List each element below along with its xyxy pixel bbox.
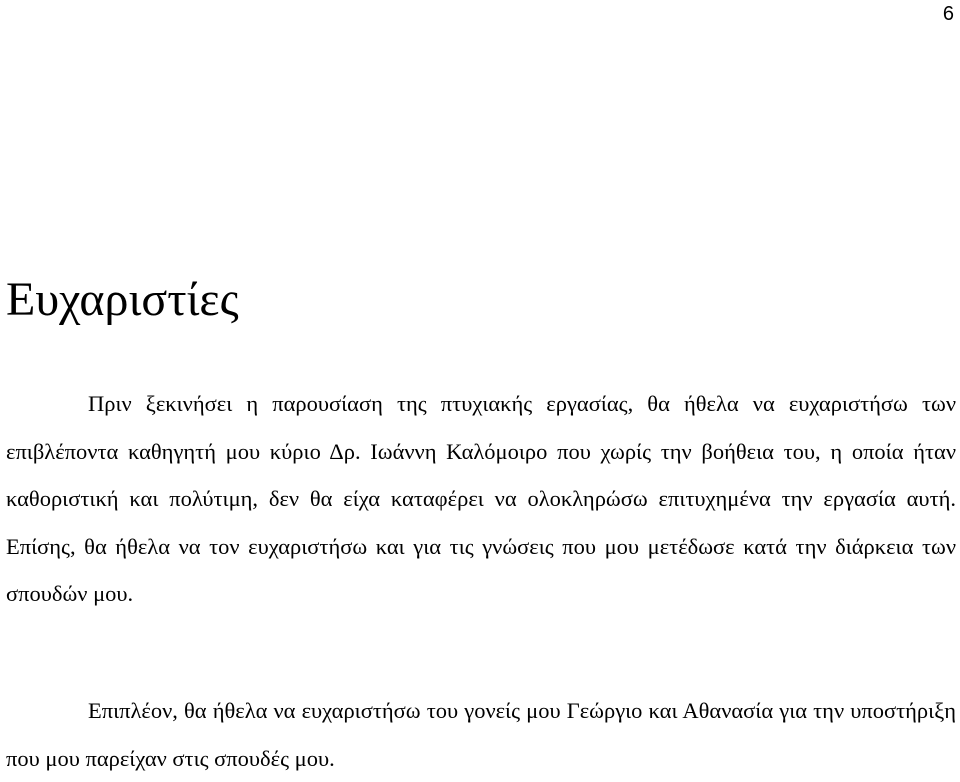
- page-number: 6: [942, 3, 954, 25]
- acknowledgement-paragraph-1: Πριν ξεκινήσει η παρουσίαση της πτυχιακής εργασίας, θα ήθελα να ευχαριστήσω των επιβλέποντα καθηγητή μου κύριο Δρ. Ιωάννη Καλόμοιρο που χωρίς την βοήθεια του, η οποία ήταν καθοριστική και πολύτιμη, δεν θα είχα καταφέρει να ολοκληρώσω επιτυχημένα την εργασία αυτή. Επίσης, θα ήθελα να τον ευχαριστήσω και για τις γνώσεις που μου μετέδωσε κατά την διάρκεια των σπουδών μου.: [6, 391, 956, 606]
- page-title: Ευχαριστίες: [6, 273, 239, 326]
- acknowledgement-paragraph-2: Επιπλέον, θα ήθελα να ευχαριστήσω του γονείς μου Γεώργιο και Αθανασία για την υποστήριξη που μου παρείχαν στις σπουδές μου.: [6, 698, 956, 771]
